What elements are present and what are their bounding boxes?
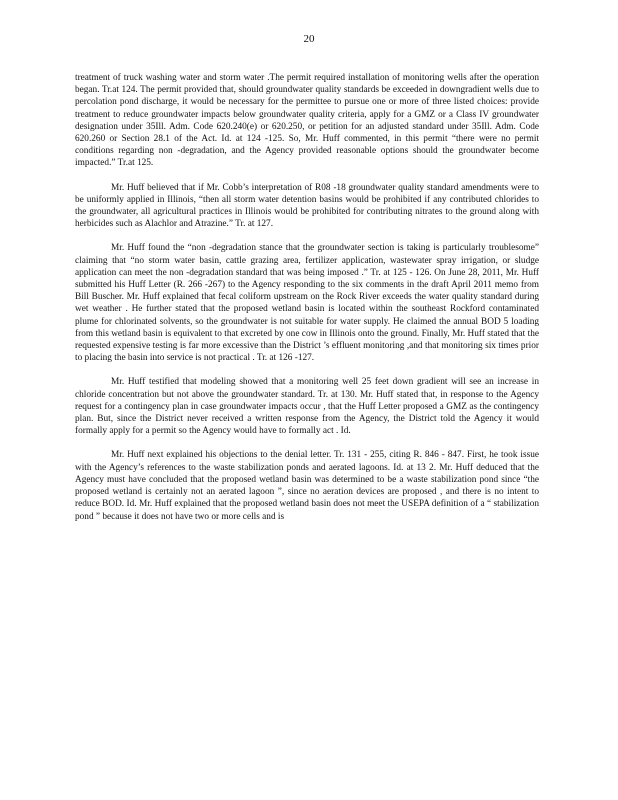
paragraph-1: treatment of truck washing water and storm water .The permit required installation of monitoring wells after the operation began. Tr.at 124. The permit provided that, should groundwater quality standards be exceeded in downgradient wells due to percolation pond discharge, it would be necessary for the permittee to pursue one or more of three listed choices: provide treatment to reduce groundwater impacts below groundwater quality criteria, apply for a GMZ or a Class IV groundwater designation under 35Ill. Adm. Code 620.240(e) or 620.250, or petition for an adjusted standard under 35Ill. Adm. Code 620.260 or Section 28.1 of the Act. Id. at 124 -125. So, Mr. Huff commented, in this permit “there were no permit conditions regarding non -degradation, and the Agency provided reasonable options should the groundwater become impacted.” Tr.at 125. <box>75 73 539 169</box>
page-number: 20 <box>303 33 315 45</box>
paragraph-5: Mr. Huff next explained his objections to the denial letter. Tr. 131 - 255, citing R. 846 - 847. First, he took issue with the Agency’s references to the waste stabilization ponds and aerated lagoons. Id. at 13 2. Mr. Huff deduced that the Agency must have concluded that the proposed wetland basin was determined to be a waste stabilization pond since “the proposed wetland is certainly not an aerated lagoon ”, since no aeration devices are proposed , and there is no intent to reduce BOD. Id. Mr. Huff explained that the proposed wetland basin does not meet the USEPA definition of a “ stabilization pond ” because it does not have two or more cells and is <box>75 450 539 522</box>
body-text <box>75 72 539 523</box>
paragraph-2: Mr. Huff believed that if Mr. Cobb’s interpretation of R08 -18 groundwater quality standard amendments were to be uniformly applied in Illinois, “then all storm water detention basins would be prohibited if any contributed chlorides to the groundwater, all agricultural practices in Illinois would be prohibited for contributing nitrates to the ground along with herbicides such as Alachlor and Atrazine.” Tr. at 127. <box>75 182 539 230</box>
paragraph-4: Mr. Huff testified that modeling showed that a monitoring well 25 feet down gradient will see an increase in chloride concentration but not above the groundwater standard. Tr. at 130. Mr. Huff stated that, in response to the Agency request for a contingency plan in case groundwater impacts occur , that the Huff Letter proposed a GMZ as the contingency plan. But, since the District never received a written response from the Agency, the District told the Agency it would formally apply for a permit so the Agency would have to formally act . Id. <box>75 377 539 437</box>
paragraph-3: Mr. Huff found the “non -degradation stance that the groundwater section is taking is particularly troublesome” claiming that “no storm water basin, cattle grazing area, fertilizer application, wastewater spray irrigation, or sludge application can meet the non -degradation standard that was being imposed .” Tr. at 125 - 126. On June 28, 2011, Mr. Huff submitted his Huff Letter (R. 266 -267) to the Agency responding to the six comments in the draft April 2011 memo from Bill Buscher. Mr. Huff explained that fecal coliform upstream on the Rock River exceeds the water quality standard during wet weather . He further stated that the proposed wetland basin is located within the southeast Rockford contaminated plume for chlorinated solvents, so the groundwater is not suitable for water supply. He claimed the annual BOD 5 loading from this wetland basin is equivalent to that excreted by one cow in Illinois onto the ground. Finally, Mr. Huff stated that the requested expensive testing is far more excessive than the District ’s effluent monitoring ,and that monitoring six times prior to placing the basin into service is not practical . Tr. at 126 -127. <box>75 243 539 364</box>
